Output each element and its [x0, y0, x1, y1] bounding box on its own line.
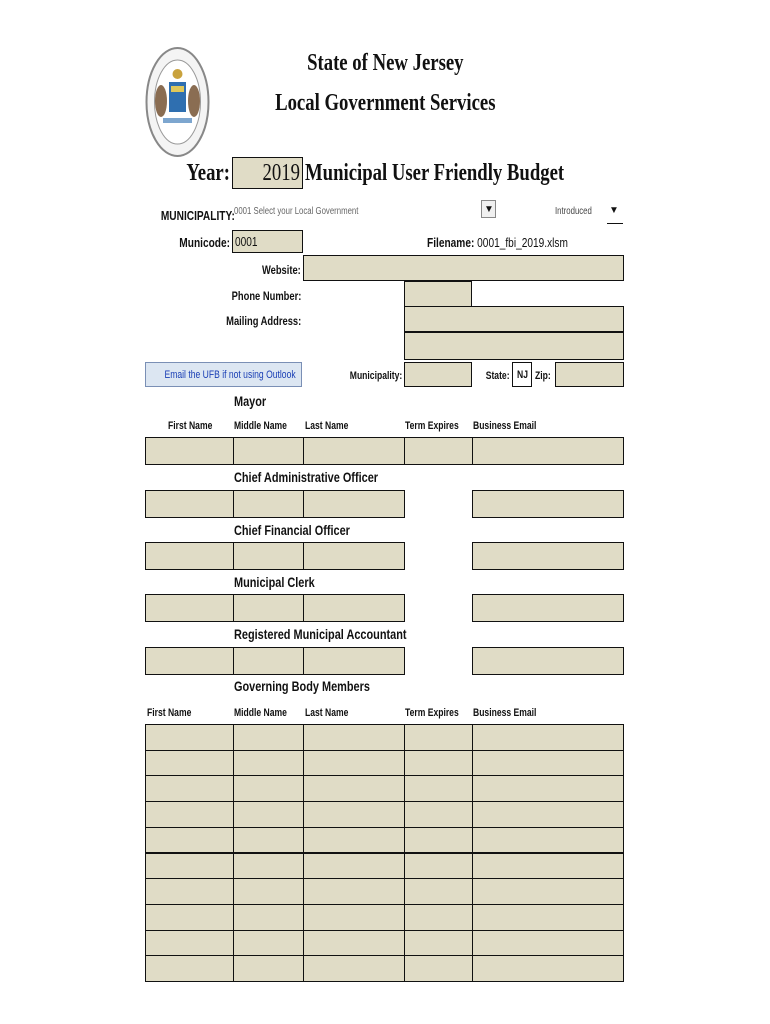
cao-business-email[interactable]: [472, 490, 624, 518]
mailing-label: Mailing Address:: [225, 314, 301, 328]
governing-member-first-name[interactable]: [145, 801, 234, 828]
governing-member-middle-name[interactable]: [233, 775, 304, 802]
municode-field[interactable]: 0001: [232, 230, 303, 253]
municipality-dropdown-button[interactable]: [481, 200, 496, 218]
mayor-first-name[interactable]: [145, 437, 234, 465]
section-cfo: Chief Financial Officer: [234, 522, 350, 538]
governing-member-term-expires[interactable]: [404, 724, 473, 751]
governing-member-last-name[interactable]: [303, 724, 405, 751]
cfo-business-email[interactable]: [472, 542, 624, 570]
section-cao: Chief Administrative Officer: [234, 469, 379, 485]
col-first-name: First Name: [168, 420, 213, 432]
cfo-middle-name[interactable]: [233, 542, 304, 570]
governing-member-term-expires[interactable]: [404, 904, 473, 931]
cao-last-name[interactable]: [303, 490, 405, 518]
governing-member-last-name[interactable]: [303, 878, 405, 905]
clerk-first-name[interactable]: [145, 594, 234, 622]
col-last-name: Last Name: [305, 420, 349, 432]
municode-label: Municode:: [179, 235, 230, 250]
governing-member-business-email[interactable]: [472, 955, 624, 982]
gb-col-middle-name: Middle Name: [234, 707, 287, 719]
governing-member-last-name[interactable]: [303, 775, 405, 802]
governing-member-middle-name[interactable]: [233, 827, 304, 854]
governing-member-business-email[interactable]: [472, 930, 624, 957]
governing-member-last-name[interactable]: [303, 955, 405, 982]
governing-member-last-name[interactable]: [303, 930, 405, 957]
chevron-down-icon: ▼: [609, 205, 619, 216]
governing-member-middle-name[interactable]: [233, 750, 304, 777]
zip-label: Zip:: [535, 370, 551, 382]
governing-member-first-name[interactable]: [145, 853, 234, 880]
mayor-business-email[interactable]: [472, 437, 624, 465]
governing-member-term-expires[interactable]: [404, 801, 473, 828]
website-label: Website:: [262, 263, 301, 277]
rma-first-name[interactable]: [145, 647, 234, 675]
governing-member-business-email[interactable]: [472, 878, 624, 905]
cao-first-name[interactable]: [145, 490, 234, 518]
governing-member-first-name[interactable]: [145, 955, 234, 982]
phone-field[interactable]: [404, 281, 472, 307]
governing-member-business-email[interactable]: [472, 853, 624, 880]
governing-member-last-name[interactable]: [303, 801, 405, 828]
gb-col-business-email: Business Email: [473, 707, 537, 719]
governing-member-first-name[interactable]: [145, 930, 234, 957]
mayor-middle-name[interactable]: [233, 437, 304, 465]
clerk-middle-name[interactable]: [233, 594, 304, 622]
zip-field[interactable]: [555, 362, 624, 387]
mayor-last-name[interactable]: [303, 437, 405, 465]
rma-last-name[interactable]: [303, 647, 405, 675]
year-label: Year:: [186, 160, 230, 186]
state-label: State:: [486, 370, 510, 382]
section-governing-body: Governing Body Members: [234, 678, 370, 694]
col-middle-name: Middle Name: [234, 420, 287, 432]
mailing-address-line1[interactable]: [404, 306, 624, 332]
governing-member-first-name[interactable]: [145, 724, 234, 751]
cfo-last-name[interactable]: [303, 542, 405, 570]
governing-member-business-email[interactable]: [472, 827, 624, 854]
clerk-last-name[interactable]: [303, 594, 405, 622]
status-dropdown-button[interactable]: [606, 203, 623, 223]
clerk-business-email[interactable]: [472, 594, 624, 622]
filename-value: 0001_fbi_2019.xlsm: [477, 235, 568, 250]
gb-col-term-expires: Term Expires: [405, 707, 459, 719]
municipality-city-field[interactable]: [404, 362, 472, 387]
governing-member-term-expires[interactable]: [404, 853, 473, 880]
filename-label: Filename:: [427, 235, 475, 250]
phone-label: Phone Number:: [231, 289, 301, 303]
col-business-email: Business Email: [473, 420, 537, 432]
governing-member-business-email[interactable]: [472, 775, 624, 802]
municipality-select[interactable]: 0001 Select your Local Government: [234, 206, 359, 217]
status-select[interactable]: Introduced: [555, 206, 592, 217]
municipality-city-label: Municipality:: [349, 370, 402, 382]
section-rma: Registered Municipal Accountant: [234, 626, 407, 642]
rma-business-email[interactable]: [472, 647, 624, 675]
governing-member-business-email[interactable]: [472, 750, 624, 777]
governing-member-first-name[interactable]: [145, 827, 234, 854]
governing-member-term-expires[interactable]: [404, 775, 473, 802]
cfo-first-name[interactable]: [145, 542, 234, 570]
section-clerk: Municipal Clerk: [234, 574, 315, 590]
governing-member-first-name[interactable]: [145, 904, 234, 931]
governing-member-business-email[interactable]: [472, 724, 624, 751]
governing-member-term-expires[interactable]: [404, 878, 473, 905]
gb-col-last-name: Last Name: [305, 707, 349, 719]
governing-member-last-name[interactable]: [303, 853, 405, 880]
budget-title: Municipal User Friendly Budget: [305, 160, 565, 186]
governing-member-term-expires[interactable]: [404, 930, 473, 957]
gb-col-first-name: First Name: [147, 707, 192, 719]
governing-member-middle-name[interactable]: [233, 724, 304, 751]
governing-member-term-expires[interactable]: [404, 955, 473, 982]
state-field: NJ: [512, 362, 532, 387]
page-title: State of New Jersey: [306, 50, 464, 76]
governing-member-business-email[interactable]: [472, 904, 624, 931]
municipality-label: MUNICIPALITY:: [160, 208, 235, 223]
governing-member-first-name[interactable]: [145, 775, 234, 802]
governing-member-term-expires[interactable]: [404, 750, 473, 777]
governing-member-middle-name[interactable]: [233, 878, 304, 905]
governing-member-last-name[interactable]: [303, 827, 405, 854]
mayor-term-expires[interactable]: [404, 437, 473, 465]
mailing-address-line2[interactable]: [404, 332, 624, 360]
page-subtitle: Local Government Services: [274, 90, 496, 116]
governing-member-business-email[interactable]: [472, 801, 624, 828]
rma-middle-name[interactable]: [233, 647, 304, 675]
governing-member-middle-name[interactable]: [233, 955, 304, 982]
governing-member-last-name[interactable]: [303, 750, 405, 777]
governing-member-term-expires[interactable]: [404, 827, 473, 854]
governing-member-last-name[interactable]: [303, 904, 405, 931]
cao-middle-name[interactable]: [233, 490, 304, 518]
governing-member-middle-name[interactable]: [233, 853, 304, 880]
email-ufb-link[interactable]: Email the UFB if not using Outlook: [145, 362, 302, 387]
year-field[interactable]: 2019: [232, 157, 303, 189]
governing-member-first-name[interactable]: [145, 878, 234, 905]
governing-member-middle-name[interactable]: [233, 904, 304, 931]
governing-member-first-name[interactable]: [145, 750, 234, 777]
governing-member-middle-name[interactable]: [233, 801, 304, 828]
governing-member-middle-name[interactable]: [233, 930, 304, 957]
chevron-down-icon: ▼: [484, 204, 494, 215]
website-field[interactable]: [303, 255, 624, 281]
section-mayor: Mayor: [234, 393, 267, 409]
col-term-expires: Term Expires: [405, 420, 459, 432]
